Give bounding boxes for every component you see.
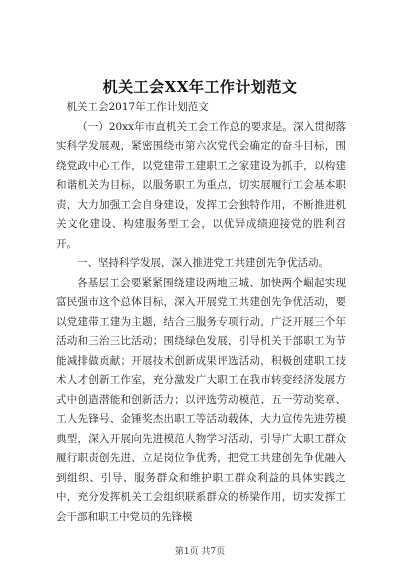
document-title: 机关工会XX年工作计划范文 bbox=[102, 78, 298, 96]
document-body bbox=[56, 98, 346, 527]
document-subtitle: 机关工会2017年工作计划范文 bbox=[66, 101, 209, 113]
section-heading-1: 一、坚持科学发展，深入推进党工共建创先争优活动。 bbox=[77, 257, 329, 269]
page-number-footer: 第1页 共7页 bbox=[174, 547, 226, 557]
paragraph-activities: 各基层工会要紧紧围绕建设两地三城、加快两个崛起实现富民强市这个总体目标，深入开展党工共建创先争优活动，要以党建带工建为主题，结合三服务专项行动，广泛开展三个年活动和三治三比活动；围绕绿色发展，引导机关干部职工为节能减排做贡献；开展技术创新成果评选活动，积极创建职工技术人才创新工作室，充分激发广大职工在我市转变经济发展方式中创造潜能和创新活力；以评选劳动模范、五一劳动奖章、工人先锋号、金锤奖杰出职工等活动载体，大力宣传先进劳模典型，深入开展向先进模范人物学习活动，引导广大职工群众履行职责创先进、立足岗位争优秀，把党工共建创先争优融入到组织、引导、服务群众和维护职工群众利益的具体实践之中，充分发挥机关工会组织联系群众的桥梁作用，切实发挥工会干部和职工中党员的先锋模 bbox=[56, 276, 346, 523]
paragraph-requirements: （一）20xx年市直机关工会工作总的要求是。深入贯彻落实科学发展观，紧密围绕市第六次党代会确定的奋斗目标，围绕党政中心工作，以党建带工建职工之家建设为抓手，以构建和谐机关为目标，以服务职工为重点，切实展履行工会基本职责，大力加强工会自身建设，发挥工会独特作用，不断推进机关文化建设、构建服务型工会，以优异成绩迎接党的胜利召开。 bbox=[56, 120, 346, 250]
